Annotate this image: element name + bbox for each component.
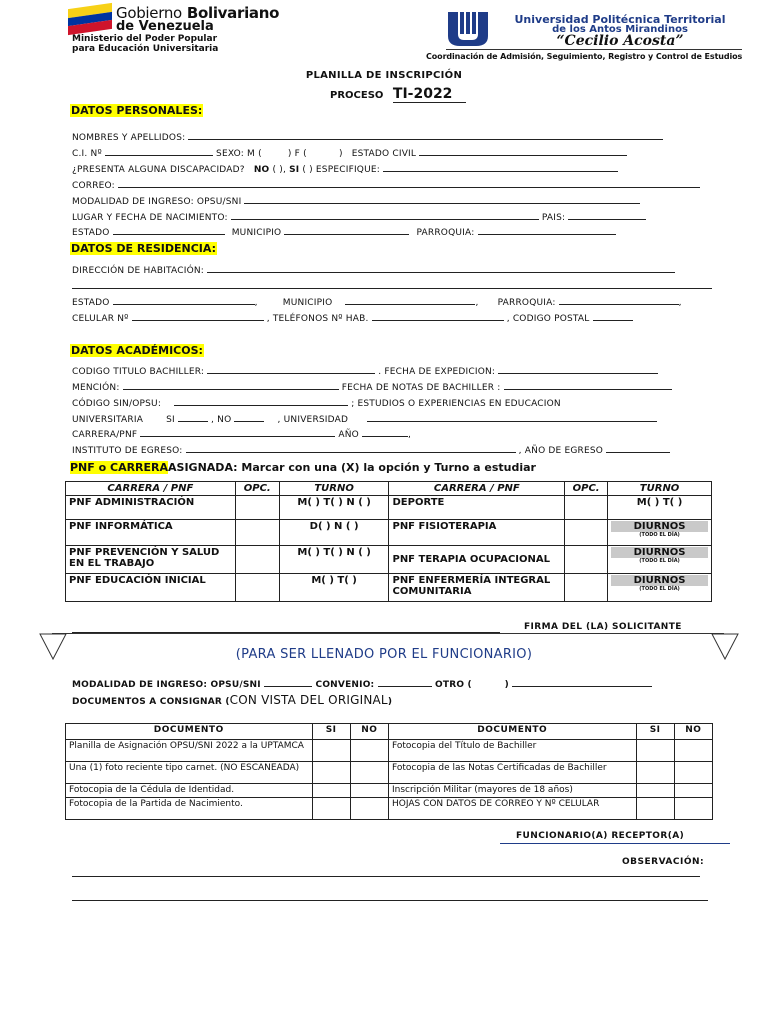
modality-label: MODALIDAD DE INGRESO: OPSU/SNI	[72, 197, 242, 207]
res-state-label: ESTADO	[72, 298, 110, 308]
docs-col-no: NO	[350, 724, 388, 740]
receptor-line[interactable]	[500, 843, 730, 844]
modality-field[interactable]	[244, 194, 640, 204]
university-field[interactable]	[367, 412, 657, 422]
docs-col-si-2: SI	[636, 724, 674, 740]
pnf-name: PNF TERAPIA OCUPACIONAL	[389, 546, 565, 574]
sex-label: SEXO: M (	[216, 149, 262, 159]
pnf-name: PNF ENFERMERÍA INTEGRAL COMUNITARIA	[389, 574, 565, 602]
gov-line2: de Venezuela	[116, 19, 214, 34]
other-end: )	[504, 680, 509, 690]
diurnos-badge: DIURNOS	[611, 521, 708, 532]
doc-si-cell[interactable]	[636, 762, 674, 784]
university-logo	[446, 10, 496, 48]
observation-line-1[interactable]	[72, 876, 700, 877]
observation-line-2[interactable]	[72, 900, 708, 901]
pnf-opc-cell[interactable]	[235, 520, 279, 546]
uni-divider	[446, 49, 742, 50]
cell-label: CELULAR Nº	[72, 314, 129, 324]
exp-date-label: . FECHA DE EXPEDICION:	[378, 367, 496, 377]
egress-year-field[interactable]	[606, 443, 670, 453]
disability-no: NO	[253, 165, 270, 175]
banner-divider	[52, 633, 724, 634]
grades-date-field[interactable]	[504, 380, 672, 390]
pnf-opc-cell[interactable]	[565, 574, 608, 602]
postal-field[interactable]	[593, 311, 633, 321]
page-title: PLANILLA DE INSCRIPCIÓN	[305, 70, 463, 81]
specify-label: ESPECIFIQUE:	[315, 165, 380, 175]
pnf-turno[interactable]: M( ) T( )	[608, 496, 712, 520]
email-label: CORREO:	[72, 181, 115, 191]
pnf-col-career: CARRERA / PNF	[66, 482, 236, 496]
parish-field[interactable]	[478, 225, 616, 235]
pnf-opc-cell[interactable]	[235, 546, 279, 574]
doc-name: HOJAS CON DATOS DE CORREO Y Nº CELULAR	[388, 798, 636, 820]
doc-name: Fotocopia de la Partida de Nacimiento.	[66, 798, 313, 820]
doc-si-cell[interactable]	[636, 798, 674, 820]
pnf-col-opc-2: OPC.	[565, 482, 608, 496]
official-banner: (PARA SER LLENADO POR EL FUNCIONARIO)	[235, 647, 533, 662]
sin-code-field[interactable]	[174, 396, 348, 406]
pnf-col-career-2: CARRERA / PNF	[389, 482, 565, 496]
uni-line2: de los Antos Mirandinos	[552, 24, 688, 35]
pnf-name: DEPORTE	[389, 496, 565, 520]
pnf-col-opc: OPC.	[235, 482, 279, 496]
univ-si-field[interactable]	[178, 412, 208, 422]
disability-label: ¿PRESENTA ALGUNA DISCAPACIDAD?	[72, 165, 245, 175]
studies-label: ; ESTUDIOS O EXPERIENCIAS EN EDUCACION	[351, 399, 561, 409]
table-row	[66, 496, 712, 520]
pnf-opc-cell[interactable]	[235, 496, 279, 520]
doc-si-cell[interactable]	[312, 762, 350, 784]
agreement-field[interactable]	[378, 677, 432, 687]
diurnos-badge: DIURNOS	[611, 575, 708, 586]
pnf-name: PNF FISIOTERAPIA	[389, 520, 565, 546]
doc-no-cell[interactable]	[350, 762, 388, 784]
pnf-turno-cell	[608, 574, 712, 602]
doc-name: Fotocopia de las Notas Certificadas de Bachiller	[388, 762, 636, 784]
pnf-opc-cell[interactable]	[565, 546, 608, 574]
doc-no-cell[interactable]	[674, 784, 712, 798]
docs-vista: CON VISTA DEL ORIGINAL	[229, 693, 388, 707]
exp-date-field[interactable]	[498, 364, 658, 374]
docs-col-document-2: DOCUMENTO	[388, 724, 636, 740]
civil-label: ESTADO CIVIL	[351, 149, 417, 159]
univ-label: UNIVERSITARIA	[72, 415, 144, 425]
email-field[interactable]	[118, 178, 700, 188]
phones-field[interactable]	[372, 311, 504, 321]
pnf-turno[interactable]: M( ) T( ) N ( )	[279, 496, 389, 520]
year-label: AÑO	[338, 430, 359, 440]
doc-si-cell[interactable]	[636, 740, 674, 762]
code-label: CODIGO TITULO BACHILLER:	[72, 367, 205, 377]
doc-si-cell[interactable]	[312, 798, 350, 820]
doc-name: Inscripción Militar (mayores de 18 años)	[388, 784, 636, 798]
pnf-table	[65, 481, 712, 602]
pnf-opc-cell[interactable]	[235, 574, 279, 602]
res-state-field[interactable]	[113, 295, 255, 305]
government-logo	[68, 4, 298, 56]
other-label: OTRO (	[435, 680, 472, 690]
university-label: , UNIVERSIDAD	[277, 415, 349, 425]
other-field[interactable]	[512, 677, 652, 687]
diurnos-sub: (TODO EL DÍA)	[639, 532, 680, 538]
pnf-turno-cell	[608, 520, 712, 546]
docs-col-document: DOCUMENTO	[66, 724, 313, 740]
ci-field[interactable]	[105, 146, 213, 156]
pnf-turno[interactable]: M( ) T( ) N ( )	[279, 546, 389, 574]
state-label: ESTADO	[72, 228, 110, 238]
table-row	[66, 520, 712, 546]
doc-si-cell[interactable]	[636, 784, 674, 798]
career-field[interactable]	[140, 427, 335, 437]
address-field-2[interactable]	[72, 279, 712, 289]
ministry-line2: para Educación Universitaria	[72, 44, 219, 54]
pnf-instruction: ASIGNADA: Marcar con una (X) la opción y Turno a estudiar	[168, 461, 536, 474]
university-u-icon	[446, 10, 496, 48]
pnf-name: PNF INFORMÁTICA	[66, 520, 236, 546]
ci-label: C.I. Nº	[72, 149, 102, 159]
institute-label: INSTITUTO DE EGRESO:	[72, 446, 183, 456]
off-modality-field[interactable]	[264, 677, 312, 687]
section-residence: DATOS DE RESIDENCIA:	[71, 242, 217, 255]
section-academic: DATOS ACADÉMICOS:	[71, 344, 203, 357]
doc-no-cell[interactable]	[674, 798, 712, 820]
address-label: DIRECCIÓN DE HABITACIÓN:	[72, 266, 205, 276]
doc-no-cell[interactable]	[350, 784, 388, 798]
grades-date-label: FECHA DE NOTAS DE BACHILLER :	[341, 383, 501, 393]
pnf-opc-cell[interactable]	[565, 520, 608, 546]
specify-field[interactable]	[383, 162, 618, 172]
country-label: PAIS:	[541, 213, 566, 223]
univ-no-field[interactable]	[234, 412, 264, 422]
pnf-name: PNF EDUCACIÓN INICIAL	[66, 574, 236, 602]
table-row	[66, 546, 712, 574]
ministry-line1: Ministerio del Poder Popular	[72, 34, 218, 44]
career-label: CARRERA/PNF	[72, 430, 138, 440]
sex-f-label: ) F (	[287, 149, 307, 159]
venezuela-flag-icon	[68, 3, 112, 35]
table-row	[66, 762, 713, 784]
res-municipality-field[interactable]	[345, 295, 475, 305]
municipality-field[interactable]	[284, 225, 409, 235]
pnf-highlight: PNF o CARRERA	[70, 461, 169, 474]
pnf-turno-cell	[608, 546, 712, 574]
agreement-label: CONVENIO:	[315, 680, 375, 690]
observation-label: OBSERVACIÓN:	[622, 857, 705, 867]
mention-field[interactable]	[123, 380, 339, 390]
state-field[interactable]	[113, 225, 225, 235]
municipality-label: MUNICIPIO	[231, 228, 282, 238]
res-parish-field[interactable]	[559, 295, 679, 305]
section-personal: DATOS PERSONALES:	[71, 104, 203, 117]
table-row	[66, 784, 713, 798]
univ-si-label: SI	[166, 415, 175, 425]
docs-label: DOCUMENTOS A CONSIGNAR (	[72, 697, 230, 707]
pnf-name: PNF ADMINISTRACIÓN	[66, 496, 236, 520]
docs-col-no-2: NO	[674, 724, 712, 740]
institute-field[interactable]	[186, 443, 516, 453]
doc-no-cell[interactable]	[350, 798, 388, 820]
gov-line1b: Bolivariano	[186, 4, 280, 22]
sex-end: )	[338, 149, 343, 159]
sin-code-label: CÓDIGO SIN/OPSU:	[72, 399, 162, 409]
docs-col-si: SI	[312, 724, 350, 740]
address-field[interactable]	[207, 263, 675, 273]
parish-label: PARROQUIA:	[416, 228, 475, 238]
phones-label: , TELÉFONOS Nº HAB.	[266, 314, 369, 324]
cell-field[interactable]	[132, 311, 264, 321]
disability-no-box[interactable]: ( ),	[272, 165, 287, 175]
doc-name: Una (1) foto reciente tipo carnet. (NO ESCANEADA)	[66, 762, 313, 784]
pnf-header-row	[66, 482, 712, 496]
birth-label: LUGAR Y FECHA DE NACIMIENTO:	[72, 213, 228, 223]
mention-label: MENCIÓN:	[72, 383, 120, 393]
doc-name: Fotocopia de la Cédula de Identidad.	[66, 784, 313, 798]
pnf-name: PNF PREVENCIÓN Y SALUD EN EL TRABAJO	[66, 546, 236, 574]
civil-field[interactable]	[419, 146, 627, 156]
doc-name: Planilla de Asignación OPSU/SNI 2022 a la UPTAMCA	[66, 740, 313, 762]
pnf-turno[interactable]: M( ) T( )	[279, 574, 389, 602]
off-modality-label: MODALIDAD DE INGRESO: OPSU/SNI	[72, 680, 261, 690]
docs-end: )	[387, 697, 393, 707]
res-municipality-label: MUNICIPIO	[282, 298, 333, 308]
table-row	[66, 798, 713, 820]
process-value: TI-2022	[393, 86, 467, 103]
country-field[interactable]	[568, 210, 646, 220]
pnf-col-turno-2: TURNO	[608, 482, 712, 496]
doc-si-cell[interactable]	[312, 740, 350, 762]
doc-si-cell[interactable]	[312, 784, 350, 798]
uni-line1: Universidad Politécnica Territorial	[514, 13, 726, 26]
table-row	[66, 740, 713, 762]
names-label: NOMBRES Y APELLIDOS:	[72, 133, 186, 143]
doc-no-cell[interactable]	[350, 740, 388, 762]
code-field[interactable]	[207, 364, 375, 374]
pnf-col-turno: TURNO	[279, 482, 389, 496]
pnf-opc-cell[interactable]	[565, 496, 608, 520]
univ-no-label: , NO	[211, 415, 232, 425]
res-parish-label: PARROQUIA:	[497, 298, 556, 308]
process-label: PROCESO	[330, 90, 384, 101]
diurnos-badge: DIURNOS	[611, 547, 708, 558]
diurnos-sub: (TODO EL DÍA)	[639, 558, 680, 564]
coordination-text: Coordinación de Admisión, Seguimiento, Registro y Control de Estudios	[426, 52, 743, 61]
documents-table	[65, 723, 713, 820]
doc-name: Fotocopia del Título de Bachiller	[388, 740, 636, 762]
doc-no-cell[interactable]	[674, 762, 712, 784]
year-field[interactable]	[362, 427, 408, 437]
postal-label: , CODIGO POSTAL	[506, 314, 590, 324]
doc-no-cell[interactable]	[674, 740, 712, 762]
pnf-turno[interactable]: D( ) N ( )	[279, 520, 389, 546]
diurnos-sub: (TODO EL DÍA)	[639, 586, 680, 592]
receptor-label: FUNCIONARIO(A) RECEPTOR(A)	[516, 831, 685, 841]
uni-line3: “Cecilio Acosta”	[556, 33, 684, 49]
docs-header-row	[66, 724, 713, 740]
gov-line1: Gobierno	[116, 4, 182, 22]
table-row	[66, 574, 712, 602]
birth-field[interactable]	[231, 210, 539, 220]
disability-si-box[interactable]: ( )	[302, 165, 313, 175]
signature-label: FIRMA DEL (LA) SOLICITANTE	[524, 622, 682, 632]
names-field[interactable]	[188, 130, 663, 140]
disability-si: SI	[289, 165, 300, 175]
egress-year-label: , AÑO DE EGRESO	[518, 446, 604, 456]
